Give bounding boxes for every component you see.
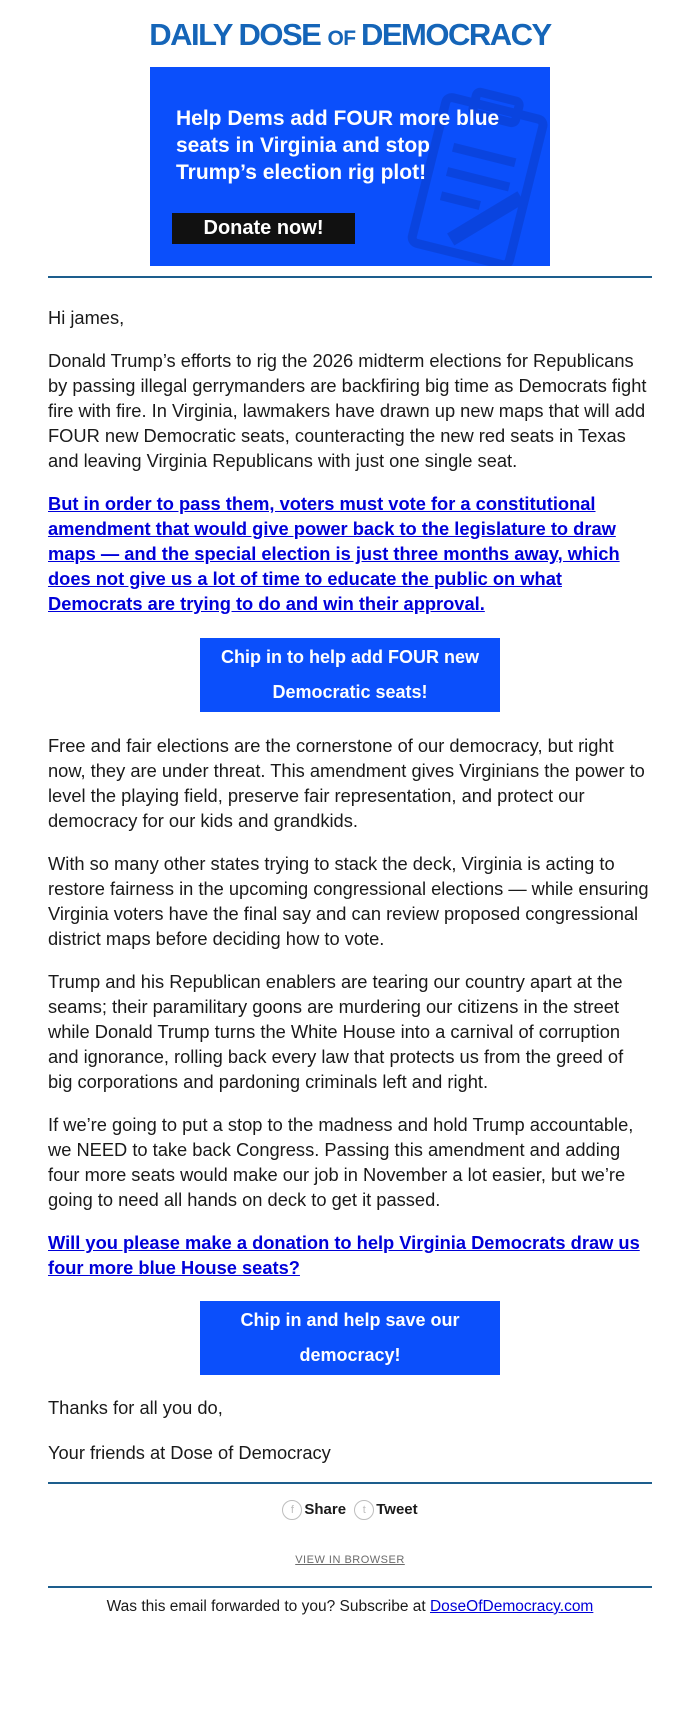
email-container: [48, 17, 652, 1616]
signoff-line: Your friends at Dose of Democracy: [48, 1442, 331, 1463]
tweet-button[interactable]: [354, 1500, 417, 1520]
divider-bottom: [48, 1586, 652, 1588]
thanks-line: Thanks for all you do,: [48, 1397, 223, 1418]
donate-now-button[interactable]: Donate now!: [172, 213, 355, 244]
brand-logo[interactable]: [48, 17, 652, 53]
logo-part-democracy: DEMOCRACY: [360, 17, 551, 52]
twitter-icon: t: [354, 1500, 374, 1520]
footer-text: Was this email forwarded to you? Subscribe at: [106, 1598, 430, 1615]
body-paragraph-1: Donald Trump’s efforts to rig the 2026 midterm elections for Republicans by passing illegal gerrymanders are backfiring big time as Democrats fight fire with fire. In Virginia, lawmakers have drawn up new maps that will add FOUR new Democratic seats, counteracting the new red seats in Texas and leaving Virginia Republicans with just one single seat.: [48, 350, 647, 471]
chip-in-four-seats-button[interactable]: Chip in to help add FOUR new Democratic seats!: [200, 638, 500, 712]
view-in-browser-link[interactable]: VIEW IN BROWSER: [295, 1554, 405, 1566]
donate-link-house-seats[interactable]: Will you please make a donation to help Virginia Democrats draw us four more blue House seats?: [48, 1232, 640, 1278]
chip-in-save-democracy-button[interactable]: Chip in and help save our democracy!: [200, 1301, 500, 1375]
greeting: Hi james,: [48, 307, 125, 328]
body-paragraph-3: With so many other states trying to stack the deck, Virginia is acting to restore fairness in the upcoming congressional elections — while ensuring Virginia voters have the final say and can review proposed congressional district maps before deciding how to vote.: [48, 853, 649, 949]
social-share-bar: [48, 1500, 652, 1520]
donate-link-amendment[interactable]: But in order to pass them, voters must vote for a constitutional amendment that would give power back to the legislature to draw maps — and the special election is just three months away, which does not give us a lot of time to educate the public on what Democrats are trying to do and win their approval.: [48, 493, 620, 614]
logo-part-of: OF: [327, 27, 361, 50]
logo-part-daily-dose: DAILY DOSE: [149, 17, 328, 52]
share-label: Share: [304, 1500, 347, 1518]
share-button[interactable]: [282, 1500, 346, 1520]
tweet-label: Tweet: [376, 1500, 418, 1518]
body-paragraph-5: If we’re going to put a stop to the madness and hold Trump accountable, we NEED to take back Congress. Passing this amendment and adding four more seats would make our job in November a lot easier, but we’re going to need all hands on deck to get it passed.: [48, 1114, 634, 1210]
body-paragraph-2: Free and fair elections are the cornerstone of our democracy, but right now, they are under threat. This amendment gives Virginians the power to level the playing field, preserve fair representation, and protect our democracy for our kids and grandkids.: [48, 735, 645, 831]
hero-banner[interactable]: [150, 67, 550, 266]
subscribe-link[interactable]: DoseOfDemocracy.com: [429, 1598, 594, 1615]
divider-top: [48, 276, 652, 278]
hero-headline: Help Dems add FOUR more blue seats in Virginia and stop Trump’s election rig plot!: [176, 107, 500, 184]
view-in-browser: [48, 1550, 652, 1568]
body-paragraph-4: Trump and his Republican enablers are tearing our country apart at the seams; their paramilitary goons are murdering our citizens in the street while Donald Trump turns the White House into a carnival of corruption and ignorance, rolling back every law that protects us from the greed of big corporations and pardoning criminals left and right.: [48, 971, 624, 1092]
facebook-icon: f: [282, 1500, 302, 1520]
footer: [48, 1598, 652, 1616]
divider-middle: [48, 1482, 652, 1484]
